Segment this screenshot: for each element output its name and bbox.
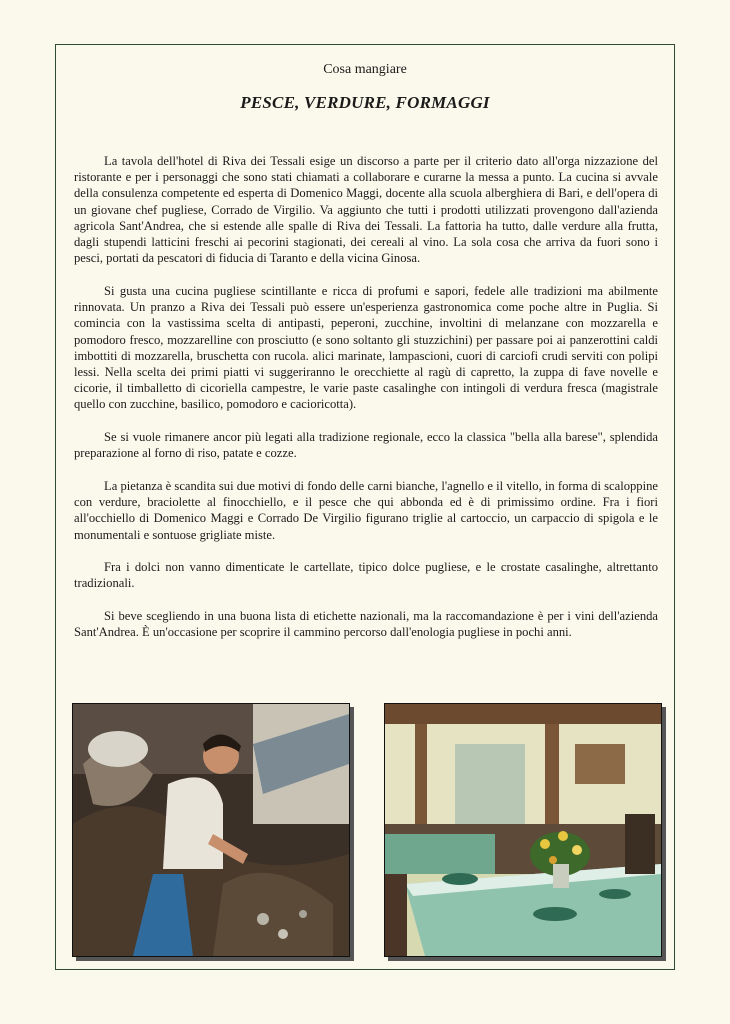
article-body [74, 153, 658, 657]
paragraph: Fra i dolci non vanno dimenticate le cartellate, tipico dolce pugliese, e le crostate casalinghe, altrettanto tradizionali. [74, 560, 658, 591]
paragraph: Se si vuole rimanere ancor più legati alla tradizione regionale, ecco la classica "bella alla barese", splendida preparazione al forno di riso, patate e cozze. [74, 430, 658, 461]
page-title: PESCE, VERDURE, FORMAGGI [240, 93, 490, 112]
paragraph: Si beve scegliendo in una buona lista di etichette nazionali, ma la raccomandazione è per i vini dell'azienda Sant'Andrea. È un'occasione per scoprire il cammino percorso dall'enologia pugliese in pochi anni. [74, 609, 658, 640]
paragraph: La pietanza è scandita sui due motivi di fondo delle carni bianche, l'agnello e il vitello, in forma di scaloppine con verdure, braciolette al finocchiello, e il pesce che qui abbonda ed è di primissimo ordine. Fra i fiori all'occhiello di Domenico Maggi e Corrado De Virgilio figurano triglie al cartoccio, un carpaccio di spigola e le monumentali e sontuose grigliate miste. [74, 478, 658, 542]
page-frame [55, 44, 675, 970]
paragraph: Si gusta una cucina pugliese scintillante e ricca di profumi e sapori, fedele alle tradizioni ma abilmente rinnovata. Un pranzo a Riva dei Tessali può essere un'esperienza gastronomica come poche altre in Puglia. Si comincia con la vastissima scelta di antipasti, peperoni, zucchine, involtini di melanzane con mozzarella e pomodoro fresco, mozzarelline con prosciutto (e sono soltanto gli stuzzichini) per passare poi ai panzerottini caldi imbottiti di mozzarella, bruschetta con rucola. alici marinate, lampascioni, cuori di carciofi crudi serviti con polipi lessi. Nella scelta dei primi piatti vi suggeriranno le orecchiette al ragù di capretto, la zuppa di fave novelle e cicorie, il timballetto di cicoriella campestre, le varie paste casalinghe con intingoli di verdura fresca (magistrale quello con zucchine, basilico, pomodoro e cacioricotta). [74, 283, 658, 412]
fisherman-photo [72, 703, 350, 957]
dining-room-photo [384, 703, 662, 957]
section-kicker: Cosa mangiare [323, 62, 407, 77]
paragraph: La tavola dell'hotel di Riva dei Tessali esige un discorso a parte per il criterio dato all'orga nizzazione del ristorante e per i personaggi che sono stati chiamati a collaborare e curarne la messa a punto. La cucina si avvale della consulenza competente ed esperta di Domenico Maggi, docente alla scuola alberghiera di Bari, e dell'opera di un giovane chef pugliese, Corrado de Virgilio. Va aggiunto che tutti i prodotti utilizzati provengono dall'azienda agricola Sant'Andrea, che si estende alle spalle di Riva dei Tessali. La fattoria ha tutto, dalle verdure alla frutta, dagli stupendi latticini freschi ai pecorini stagionati, dei cereali al vino. La sola cosa che arriva da fuori sono i pesci, portati da pescatori di fiducia di Taranto e della vicina Ginosa. [74, 154, 658, 266]
